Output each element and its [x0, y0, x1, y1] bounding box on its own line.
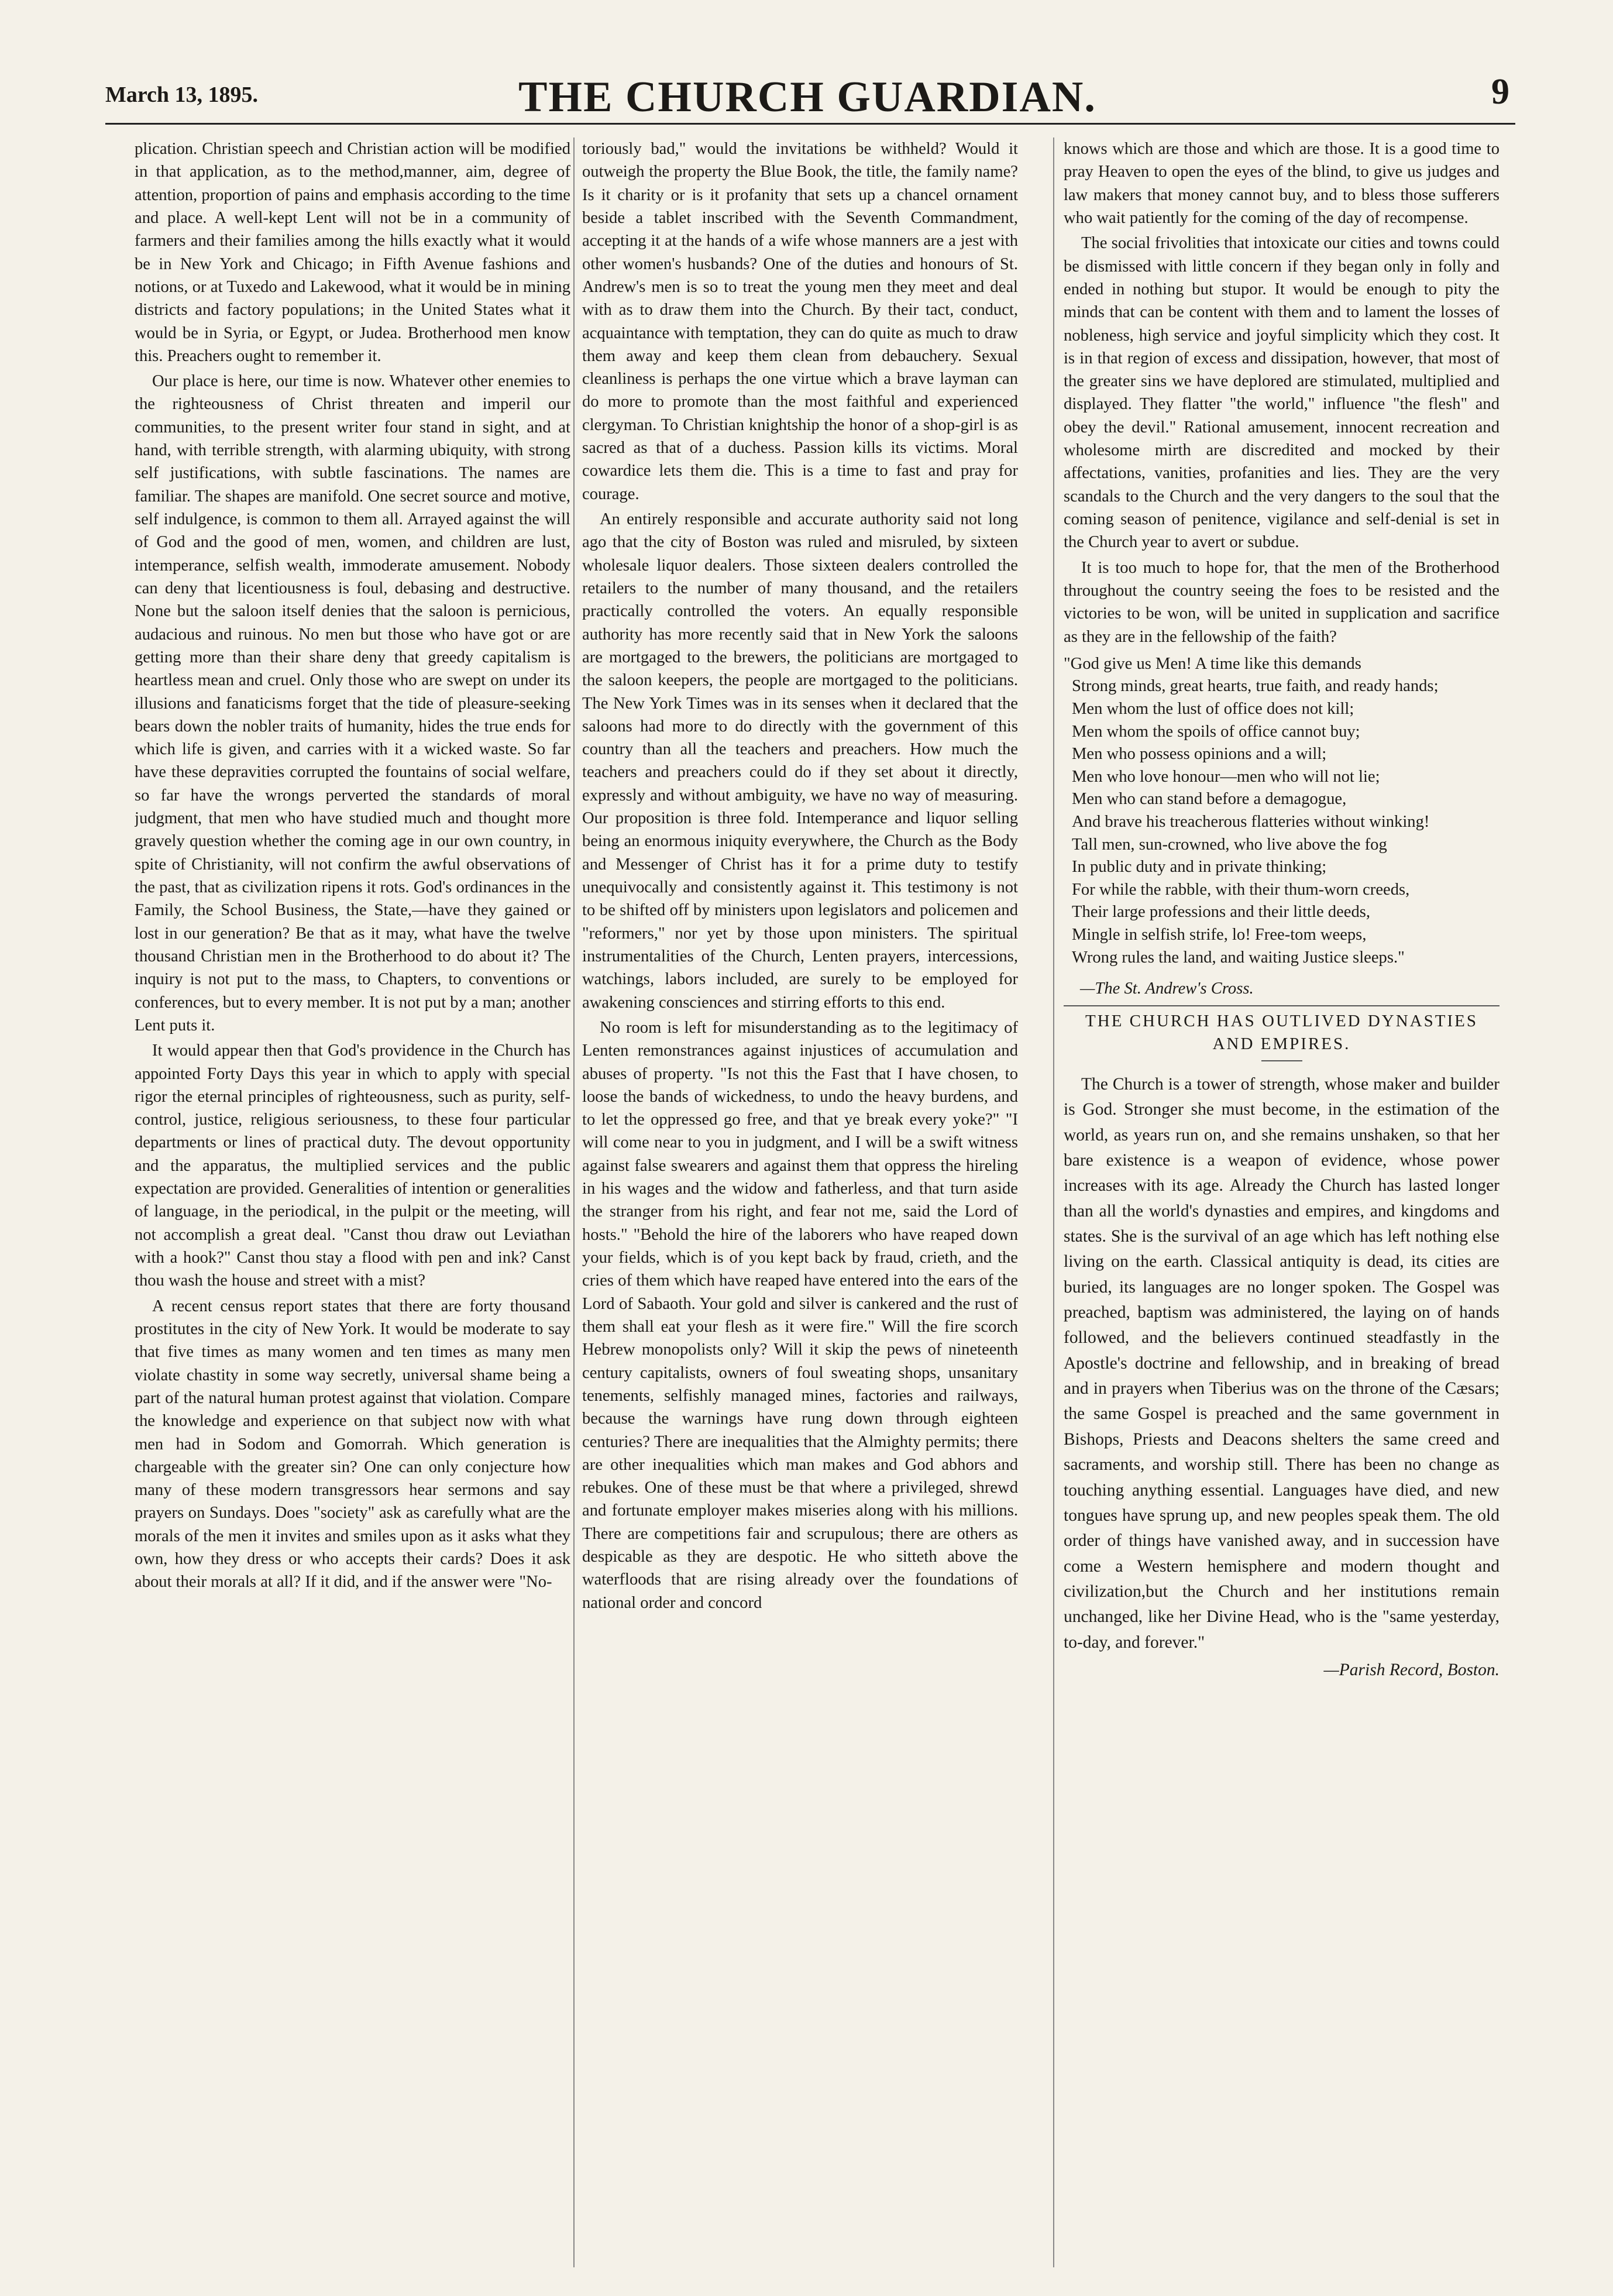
poem [1064, 653, 1499, 969]
poem-line: Men who love honour—men who will not lie; [1072, 767, 1380, 786]
headline-rule [1261, 1060, 1302, 1061]
poem-line: In public duty and in private thinking; [1072, 858, 1327, 877]
masthead [94, 70, 1521, 140]
paragraph: It would appear then that God's providence in the Church has appointed Forty Days this year in which to apply with special rigor the eternal principles of righteousness, such as purity, self-control, justice, religious seriousness, to these four particular departments or lines of practical duty. The devout opportunity and the apparatus, the multiplied services and the public expectation are provided. Generalities of intention or generalities of language, in the periodical, in the pulpit or the meeting, will not accomplish a great deal. "Canst thou draw out Leviathan with a hook?" Canst thou stay a flood with pen and ink? Canst thou wash the house and street with a mist? [135, 1042, 570, 1290]
poem-line: Wrong rules the land, and waiting Justice sleeps." [1072, 948, 1405, 967]
column-3 [1064, 138, 1499, 2279]
poem-line: Tall men, sun-crowned, who live above the fog [1072, 835, 1387, 854]
paragraph: A recent census report states that there are forty thousand prostitutes in the city of New York. It would be moderate to say that five times as many women and ten times as many men violate chastity in some way secretly, universal shame being a part of the natural human protest against that violation. Compare the knowledge and experience on that subject now with what men had in Sodom and Gomorrah. Which generation is chargeable with the greater sin? One can only conjecture how many of these modern transgressors hear sermons and say prayers on Sundays. Does "society" ask as carefully what are the morals of the men it invites and smiles upon as it asks what they own, how they dress or who accepts their cards? Does it ask about their morals at all? If it did, and if the answer were "No- [135, 1297, 570, 1592]
poem-line: Men who can stand before a demagogue, [1072, 790, 1347, 809]
poem-line: Men who possess opinions and a will; [1072, 745, 1327, 764]
newspaper-title: THE CHURCH GUARDIAN. [518, 73, 1096, 121]
poem-line: Men whom the lust of office does not kill; [1072, 700, 1354, 719]
poem-line: Their large professions and their little deeds, [1072, 903, 1371, 922]
column-divider [573, 138, 575, 2267]
poem-line: Men whom the spoils of office cannot buy; [1072, 722, 1360, 741]
section-rule [1064, 1005, 1499, 1006]
column-divider [1053, 138, 1054, 2267]
poem-line: And brave his treacherous flatteries without winking! [1072, 813, 1430, 831]
paragraph: Our place is here, our time is now. Whatever other enemies to the righteousness of Christ threaten and imperil our communities, to the present writer four stand in sight, and at hand, with terrible strength, with alarming ubiquity, with strong self justifications, with subtle fascinations. The names are familiar. The shapes are manifold. One secret source and motive, self indulgence, is common to them all. Arrayed against the will of God and the good of men, women, and children are lust, intemperance, selfish wealth, immoderate amusement. Nobody can deny that licentiousness is foul, debasing and destructive. None but the saloon itself denies that the saloon is pernicious, audacious and ruinous. No men but those who have got or are getting more than their share deny that greedy capitalism is heartless mean and cruel. Only those who are swept on under its illusions and fanaticisms forget that the tide of pleasure-seeking bears down the nobler traits of humanity, hides the true ends for which life is given, and carries with it a wicked waste. So far have these depravities corrupted the fountains of social welfare, so far have the wrongs perverted the standards of moral judgment, that men who have studied much and thought more gravely question whether the coming age in our own country, in spite of Christianity, will not confirm the awful observations of the past, that as civilization ripens it rots. God's ordinances in the Family, the School Business, the State,—have they gained or lost in our generation? Be that as it may, what have the twelve thousand Christian men in the Brotherhood to do about it? The inquiry is not put to the mass, to Chapters, to conventions or conferences, but to every member. It is not put by a man; another Lent puts it. [135, 372, 570, 1034]
paragraph: No room is left for misunderstanding as to the legitimacy of Lenten remonstrances against injustices of accumulation and abuses of property. "Is not this the Fast that I have chosen, to loose the bands of wickedness, to undo the heavy burdens, and to let the oppressed go free, and that ye break every yoke?" "I will come near to you in judgment, and I will be a swift witness against false swearers and against them that oppress the hireling in his wages and the widow and fatherless, and that turn aside the stranger from his right, and fear not me, said the Lord of hosts." "Behold the hire of the laborers who have reaped down your fields, which is of you kept back by fraud, crieth, and the cries of them which have reaped have entered into the ears of the Lord of Sabaoth. Your gold and silver is cankered and the rust of them shall eat your flesh as it were fire." Will the fire scorch Hebrew monopolists only? Will it skip the pews of nineteenth century capitalists, owners of foul sweating shops, unsanitary tenements, selfishly managed mines, factories and railways, because the warnings have rung down through eighteen centuries? There are inequalities that the Almighty permits; there are other inequalities which man makes and God abhors and rebukes. One of these must be that where a privileged, shrewd and fortunate employer makes miseries along with his millions. There are competitions fair and scrupulous; there are others as despicable as they are despotic. He who sitteth above the waterfloods that are rising already over the foundations of national order and concord [582, 1018, 1018, 1612]
poem-line: "God give us Men! A time like this demands [1064, 654, 1361, 673]
paragraph: The social frivolities that intoxicate our cities and towns could be dismissed with little concern if they began only in folly and ended in nothing but stupor. It would be enough to pity the minds that can be content with them and to lament the losses of nobleness, high service and joyful simplicity which they cost. It is in that region of excess and dissipation, however, that most of the greater sins we have deplored are stimulated, multiplied and displayed. They flatter "the world," influence "the flesh" and obey the devil." Rational amusement, innocent recreation and wholesome mirth are discredited and mocked by their affectations, vanities, profanities and lies. They are the very scandals to the Church and the very dangers to the soul that the coming season of penitence, vigilance and self-denial is set in the Church year to avert or subdue. [1064, 234, 1499, 552]
column-1 [135, 138, 570, 2279]
paragraph: plication. Christian speech and Christian action will be modified in that application, as to the method,manner, aim, degree of attention, proportion of pains and emphasis according to the time and place. A well-kept Lent will not be in a community of farmers and their families among the hills exactly what it would be in New York and Chicago; in Fifth Avenue fashions and notions, or at Tuxedo and Lakewood, what it would be in mining districts and factory populations; in the United States what it would be in Syria, or Egypt, or Judea. Brotherhood men know this. Preachers ought to remember it. [135, 140, 570, 365]
poem-line: Mingle in selfish strife, lo! Free-tom weeps, [1072, 926, 1367, 944]
article-source: —Parish Record, Boston. [1323, 1661, 1499, 1680]
paragraph: An entirely responsible and accurate authority said not long ago that the city of Boston was ruled and misruled, by sixteen wholesale liquor dealers. Those sixteen dealers controlled the retailers to the number of many thousand, and the retailers practically controlled the voters. An equally responsible authority has more recently said that in New York the saloons are mortgaged to the brewers, the politicians are mortgaged to the saloon keepers, the people are mortgaged to the politicians. The New York Times was in its senses when it declared that the saloons had more to do directly with the government of this country than all the teachers and preachers. How much the teachers and preachers could do if they set about it directly, expressly and without ambiguity, we have no way of measuring. Our proposition is three fold. Intemperance and liquor selling being an enormous iniquity everywhere, the Church as the Body and Messenger of Christ has it for a prime duty to testify unequivocally and consistently against it. This testimony is not to be shifted off by ministers upon legislators and policemen and "reformers," nor yet by those upon ministers. The spiritual instrumentalities of the Church, Lenten prayers, intercessions, watchings, labors included, are surely to be employed for awakening consciences and stirring efforts to this end. [582, 510, 1018, 1012]
page-number: 9 [1491, 72, 1509, 112]
paragraph: It is too much to hope for, that the men of the Brotherhood throughout the country seeing the foes to be resisted and the victories to be won, will be united in supplication and sacrifice as they are in the fellowship of the faith? [1064, 558, 1499, 646]
poem-line: For while the rabble, with their thum-worn creeds, [1072, 880, 1410, 899]
article-headline: THE CHURCH HAS OUTLIVED DYNASTIES AND EMPIRES. [1085, 1011, 1478, 1053]
column-2 [582, 138, 1018, 2279]
poem-attribution: —The St. Andrew's Cross. [1080, 979, 1254, 998]
poem-line: Strong minds, great hearts, true faith, and ready hands; [1072, 677, 1439, 696]
issue-date: March 13, 1895. [105, 83, 259, 107]
article-body: The Church is a tower of strength, whose maker and builder is God. Stronger she must become, in the estimation of the world, as years run on, and she remains unshaken, so that her bare existence is a weapon of evidence, whose power increases with its age. Already the Church has lasted longer than all the world's dynasties and empires, and kingdoms and states. She is the survival of an age which has left nothing else living on the earth. Classical antiquity is dead, its cities are buried, its languages are no longer spoken. The Gospel was preached, baptism was administered, the laying on of hands followed, and the believers continued steadfastly in the Apostle's doctrine and fellowship, and in breaking of bread and in prayers when Tiberius was on the throne of the Cæsars; the same Gospel is preached and the same government in Bishops, Priests and Deacons shelters the same creed and sacraments, and worship still. There has been no change as touching anything essential. Languages have died, and new tongues have sprung up, and new peoples speak them. The old order of things have vanished away, and in succession have come a Western hemisphere and modern thought and civilization,but the Church and her institutions remain unchanged, like her Divine Head, who is the "same yesterday, to-day, and forever." [1064, 1074, 1499, 1652]
paragraph: knows which are those and which are those. It is a good time to pray Heaven to open the eyes of the blind, to give us judges and law makers that money cannot buy, and to bless those sufferers who wait patiently for the coming of the day of recompense. [1064, 140, 1499, 227]
masthead-rule [105, 123, 1515, 125]
paragraph: toriously bad," would the invitations be withheld? Would it outweigh the property the Blue Book, the title, the family name? Is it charity or is it profanity that sets up a chancel ornament beside a tablet inscribed with the Seventh Commandment, accepting it at the hands of a wife whose manners are a jest with other women's husbands? One of the duties and honours of St. Andrew's men is so to treat the young men they meet and deal with as to draw them into the Church. By their tact, conduct, acquaintance with temptation, they can do quite as much to draw them away and keep them clean from debauchery. Sexual cleanliness is perhaps the one virtue which a brave layman can do more to promote than the most faithful and experienced clergyman. To Christian knightship the honor of a shop-girl is as sacred as that of a duchess. Passion kills its victims. Moral cowardice lets them die. This is a time to fast and pray for courage. [582, 140, 1018, 503]
